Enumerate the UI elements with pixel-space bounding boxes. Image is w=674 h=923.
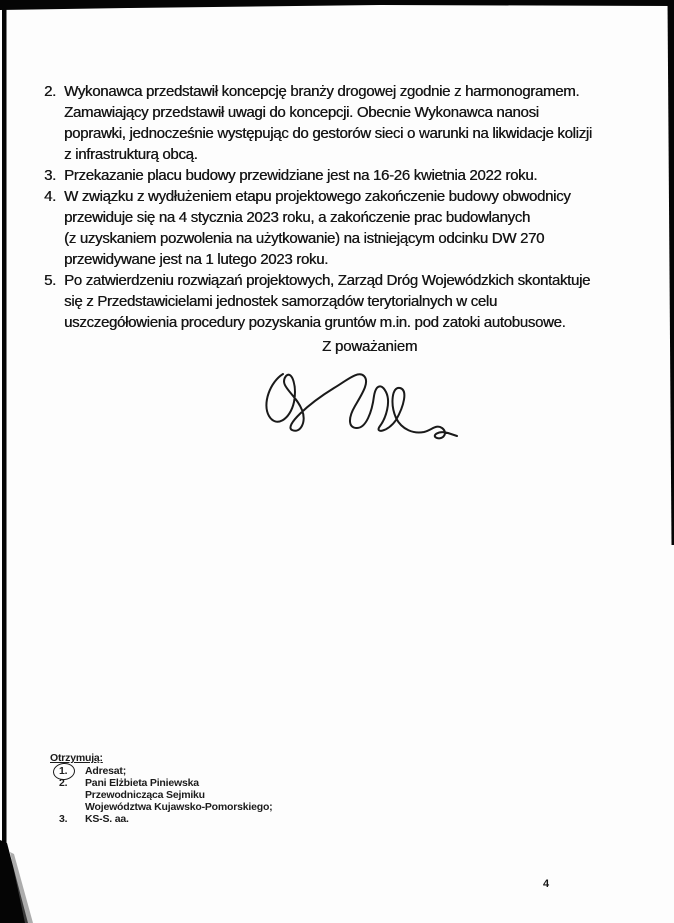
distribution-item-3	[50, 813, 272, 825]
footer-line: Przewodnicząca Sejmiku	[85, 789, 205, 801]
item-number: 3.	[44, 167, 56, 184]
body-line: przewiduje się na 4 stycznia 2023 roku, a zakończenie prac budowlanych	[64, 209, 530, 226]
list-item-3	[44, 165, 644, 186]
body-line: Zamawiający przedstawił uwagi do koncepcji. Obecnie Wykonawca nanosi	[64, 104, 539, 121]
item-number: 2.	[44, 83, 56, 100]
distribution-item-2	[50, 777, 272, 813]
body-line: uszczegółowienia procedury pozyskania gruntów m.in. pod zatoki autobusowe.	[64, 314, 566, 331]
list-item-4	[44, 186, 644, 270]
footer-line: KS-S. aa.	[85, 813, 129, 825]
closing-salutation: Z poważaniem	[322, 338, 418, 355]
list-item-5	[44, 270, 644, 333]
letter-body	[44, 81, 644, 333]
distribution-list	[50, 752, 272, 825]
body-line: Przekazanie placu budowy przewidziane jest na 16-26 kwietnia 2022 roku.	[64, 167, 538, 184]
body-line: przewidywane jest na 1 lutego 2023 roku.	[64, 251, 329, 268]
body-line: Wykonawca przedstawił koncepcję branży drogowej zgodnie z harmonogramem.	[64, 83, 580, 100]
body-line: się z Przedstawicielami jednostek samorządów terytorialnych w celu	[64, 293, 497, 310]
list-item-2	[44, 81, 644, 165]
handwritten-signature-icon	[256, 360, 468, 456]
item-number: 2.	[59, 777, 68, 789]
body-line: Po zatwierdzeniu rozwiązań projektowych, Zarząd Dróg Wojewódzkich skontaktuje	[64, 272, 591, 289]
item-number: 4.	[44, 188, 56, 205]
body-line: z infrastrukturą obcą.	[64, 146, 198, 163]
body-line: W związku z wydłużeniem etapu projektowego zakończenie budowy obwodnicy	[64, 188, 571, 205]
footer-line: Pani Elżbieta Piniewska	[85, 777, 199, 789]
footer-line: Adresat;	[85, 765, 126, 777]
footer-line: Województwa Kujawsko-Pomorskiego;	[85, 801, 273, 813]
body-line: poprawki, jednocześnie występując do gestorów sieci o warunki na likwidacje kolizji	[64, 125, 592, 142]
item-number: 3.	[59, 813, 68, 825]
distribution-item-1	[50, 765, 272, 777]
page-number: 4	[543, 878, 550, 890]
body-line: (z uzyskaniem pozwolenia na użytkowanie) na istniejącym odcinku DW 270	[64, 230, 545, 247]
distribution-heading: Otrzymują:	[50, 752, 103, 764]
item-number: 1.	[59, 765, 68, 777]
item-number: 5.	[44, 272, 56, 289]
